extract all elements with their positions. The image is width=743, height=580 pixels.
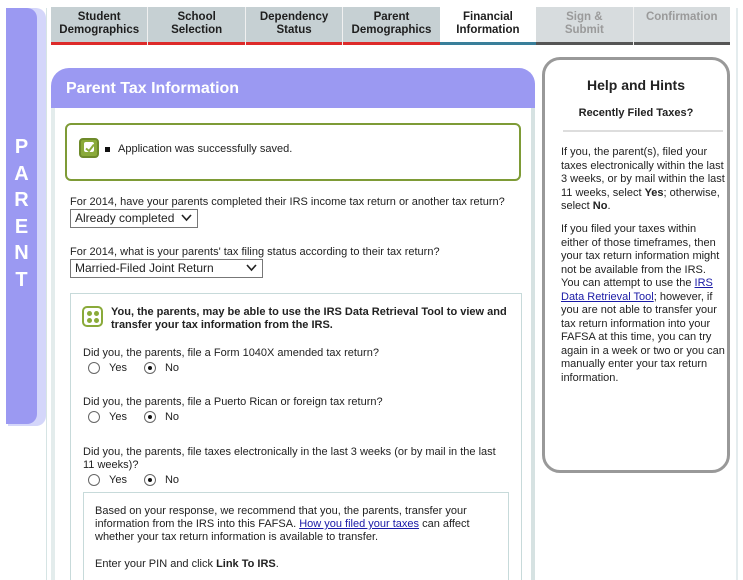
recently-filed-radio-group: Yes No: [88, 474, 196, 486]
question-foreign-return: Did you, the parents, file a Puerto Rican or foreign tax return?: [83, 396, 383, 408]
save-message: Application was successfully saved.: [118, 143, 293, 155]
panel-header: [51, 68, 535, 108]
1040x-radio-group: Yes No: [88, 362, 196, 374]
question-1040x: Did you, the parents, file a Form 1040X amended tax return?: [83, 347, 379, 359]
chevron-down-icon: [181, 213, 192, 222]
section-label-parent: [6, 134, 37, 293]
progress-tabs: [51, 7, 730, 45]
help-paragraph-1: If you, the parent(s), filed your taxes electronically within the last 3 weeks, or by mail within the last 11 weeks, select Yes; otherwise, select No.: [561, 146, 725, 212]
foreign-return-yes-radio[interactable]: [88, 411, 100, 423]
help-subtitle: Recently Filed Taxes?: [578, 107, 694, 119]
question-filing-status: For 2014, what is your parents' tax filing status according to their tax return?: [70, 246, 440, 258]
recently-filed-yes-radio[interactable]: [88, 474, 100, 486]
help-panel: [542, 57, 730, 473]
1040x-no-radio[interactable]: [144, 362, 156, 374]
question-recently-filed: Did you, the parents, file taxes electronically in the last 3 weeks (or by mail in the last 11 weeks)?: [83, 446, 496, 471]
checkmark-icon: [79, 138, 99, 158]
recommendation-box: [83, 492, 509, 580]
drt-heading: You, the parents, may be able to use the IRS Data Retrieval Tool to view and transfer your tax information from the IRS.: [111, 306, 507, 331]
divider: [736, 8, 738, 580]
tab-financial-information[interactable]: Financial Information: [440, 7, 536, 45]
recommendation-text: Based on your response, we recommend that you, the parents, transfer your information from the IRS into this FAFSA. How you filed your taxes can affect whether your tax return information is available to transfer.: [95, 505, 470, 543]
question-tax-return-completed: For 2014, have your parents completed their IRS income tax return or another tax return?: [70, 196, 505, 208]
strip-letter: R: [14, 189, 29, 211]
pin-instruction: Enter your PIN and click Link To IRS.: [95, 558, 279, 570]
strip-letter: A: [14, 162, 29, 185]
help-title: Help and Hints: [586, 77, 685, 93]
tab-sign-submit[interactable]: Sign & Submit: [536, 7, 632, 45]
1040x-yes-radio[interactable]: [88, 362, 100, 374]
divider: [563, 130, 723, 132]
save-confirmation: [65, 123, 521, 181]
page-title: Parent Tax Information: [66, 80, 240, 97]
recently-filed-no-radio[interactable]: [144, 474, 156, 486]
dice-icon: [82, 306, 103, 327]
foreign-return-radio-group: Yes No: [88, 411, 196, 423]
strip-letter: N: [14, 242, 29, 264]
how-you-filed-link[interactable]: How you filed your taxes: [299, 518, 420, 530]
tab-school-selection[interactable]: School Selection: [148, 7, 244, 45]
divider: [46, 8, 47, 580]
tab-student-demographics[interactable]: Student Demographics: [51, 7, 147, 45]
tab-dependency-status[interactable]: Dependency Status: [246, 7, 342, 45]
tax-return-status-select[interactable]: Already completed: [70, 209, 198, 228]
tab-confirmation[interactable]: Confirmation: [634, 7, 730, 45]
help-paragraph-2: If you filed your taxes within either of those timeframes, then your tax return information might not be available from the IRS. You can attempt to use the IRS Data Retrieval Tool; however, if you are not able to transfer your tax return information into your FAFSA at this time, you can try again in a week or two or you can manually enter your tax return information.: [561, 223, 725, 384]
strip-letter: P: [14, 136, 29, 158]
strip-letter: T: [15, 268, 28, 291]
filing-status-select[interactable]: Married-Filed Joint Return: [70, 259, 263, 278]
bullet-icon: [105, 147, 110, 152]
foreign-return-no-radio[interactable]: [144, 411, 156, 423]
irs-drt-link[interactable]: IRS Data Retrieval Tool: [561, 277, 713, 303]
tab-parent-demographics[interactable]: Parent Demographics: [343, 7, 439, 45]
chevron-down-icon: [246, 263, 257, 272]
strip-letter: E: [14, 215, 29, 238]
